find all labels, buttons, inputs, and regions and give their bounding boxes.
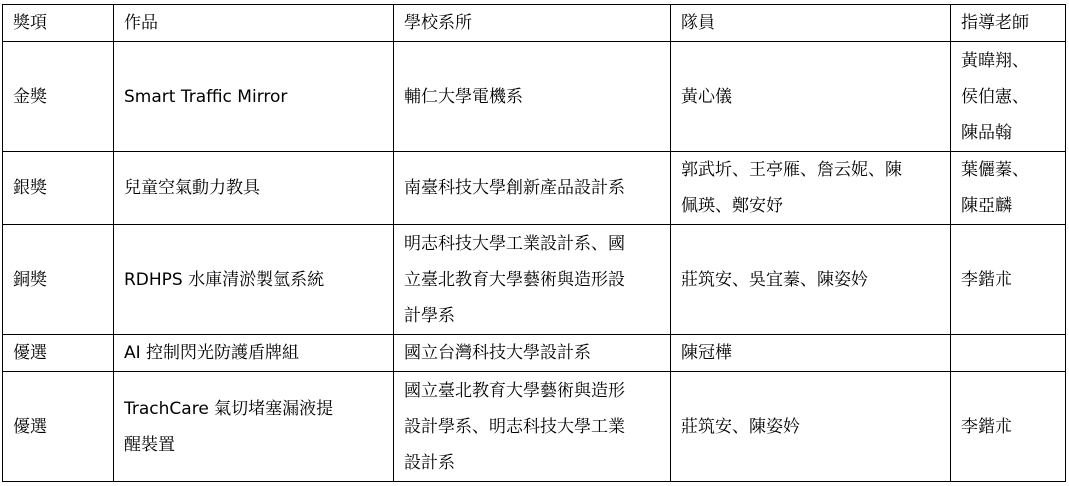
advisor-line: 陳品翰 — [961, 122, 1012, 143]
school-cell — [394, 372, 671, 482]
work-cell: 兒童空氣動力教具 — [114, 152, 394, 225]
award-cell: 銀獎 — [3, 152, 114, 225]
table-row — [3, 152, 1066, 225]
members-cell: 陳冠樺 — [671, 335, 951, 372]
school-line: 設計系 — [404, 452, 455, 473]
school-cell: 國立台灣科技大學設計系 — [394, 335, 671, 372]
members-line: 佩瑛、鄭安妤 — [681, 196, 783, 216]
advisor-cell — [951, 42, 1066, 152]
school-cell: 南臺科技大學創新產品設計系 — [394, 152, 671, 225]
table-row — [3, 372, 1066, 482]
advisor-cell — [951, 152, 1066, 225]
advisor-cell: 李鍇朮 — [951, 372, 1066, 482]
award-cell: 優選 — [3, 335, 114, 372]
work-cell — [114, 372, 394, 482]
work-cell: AI 控制閃光防護盾牌組 — [114, 335, 394, 372]
members-cell: 黃心儀 — [671, 42, 951, 152]
header-school: 學校系所 — [394, 5, 671, 42]
members-cell — [671, 152, 951, 225]
school-line: 立臺北教育大學藝術與造形設 — [404, 269, 625, 290]
awards-table — [2, 4, 1066, 482]
members-cell: 莊筑安、吳宜蓁、陳姿妗 — [671, 225, 951, 335]
members-cell: 莊筑安、陳姿妗 — [671, 372, 951, 482]
work-line: 醒裝置 — [124, 434, 175, 455]
header-advisor: 指導老師 — [951, 5, 1066, 42]
advisor-cell: 李鍇朮 — [951, 225, 1066, 335]
advisor-cell — [951, 335, 1066, 372]
award-cell: 銅獎 — [3, 225, 114, 335]
award-cell: 金獎 — [3, 42, 114, 152]
table-row — [3, 335, 1066, 372]
award-cell: 優選 — [3, 372, 114, 482]
header-row — [3, 5, 1066, 42]
advisor-line: 葉儷蓁、 — [961, 160, 1029, 180]
header-members: 隊員 — [671, 5, 951, 42]
work-cell: RDHPS 水庫清淤製氫系統 — [114, 225, 394, 335]
advisor-line: 陳亞麟 — [961, 196, 1012, 216]
school-line: 計學系 — [404, 305, 455, 326]
work-line: TrachCare 氣切堵塞漏液提 — [124, 398, 334, 419]
school-line: 明志科技大學工業設計系、國 — [404, 233, 625, 254]
header-award: 獎項 — [3, 5, 114, 42]
advisor-line: 黃暐翔、 — [961, 50, 1029, 71]
school-cell — [394, 225, 671, 335]
school-line: 國立臺北教育大學藝術與造形 — [404, 380, 625, 401]
table-row — [3, 42, 1066, 152]
school-cell: 輔仁大學電機系 — [394, 42, 671, 152]
header-work: 作品 — [114, 5, 394, 42]
advisor-line: 侯伯憲、 — [961, 86, 1029, 107]
work-cell: Smart Traffic Mirror — [114, 42, 394, 152]
school-line: 設計學系、明志科技大學工業 — [404, 416, 625, 437]
members-line: 郭武圻、王亭雁、詹云妮、陳 — [681, 160, 902, 180]
table-row — [3, 225, 1066, 335]
